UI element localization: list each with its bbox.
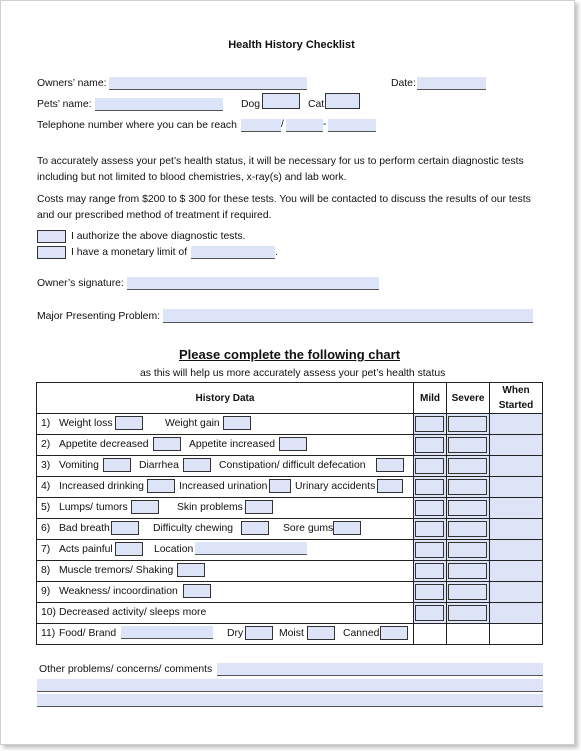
history-data-header: History Data [37,383,414,414]
row-number: 10) [41,607,57,618]
history-cell [37,477,414,498]
monetary-limit-period: . [275,247,278,258]
table-row [37,435,543,456]
row-label-diarrhea: Diarrhea [139,460,179,471]
table-row [37,414,543,435]
row-label-appetite-increased: Appetite increased [189,439,276,450]
severe-cell[interactable] [447,582,490,603]
consent-paragraph-1-line-2: including but not limited to blood chemistries, x-ray(s) and lab work. [37,172,347,183]
skin-problems-checkbox[interactable] [245,500,273,514]
urinary-accidents-checkbox[interactable] [377,479,403,493]
cat-checkbox[interactable] [325,93,360,109]
table-row [37,603,543,624]
mild-header: Mild [414,383,447,414]
difficulty-chewing-checkbox[interactable] [241,521,269,535]
major-problem-field[interactable] [163,309,533,323]
when-started-header [490,383,543,414]
row-label-increased-drinking: Increased drinking [59,481,144,492]
when-started-header-line-2: Started [498,400,534,411]
when-started-cell[interactable] [490,477,543,498]
history-cell [37,603,414,624]
history-cell [37,561,414,582]
row-label-location: Location [154,544,194,555]
vomiting-checkbox[interactable] [103,458,131,472]
authorize-checkbox[interactable] [37,230,66,243]
row-number: 4) [41,481,51,492]
when-started-cell[interactable] [490,498,543,519]
constipation-checkbox[interactable] [376,458,404,472]
row-label-bad-breath: Bad breath [59,523,110,534]
other-problems-field-line-3[interactable] [37,694,543,707]
when-started-cell[interactable] [490,414,543,435]
signature-field[interactable] [127,277,379,290]
increased-drinking-checkbox[interactable] [147,479,175,493]
severe-header: Severe [447,383,490,414]
date-label: Date: [391,78,416,89]
row-number: 1) [41,418,51,429]
consent-paragraph-2-line-2: and our prescribed method of treatment if required. [37,210,272,221]
history-cell [37,519,414,540]
table-row [37,561,543,582]
monetary-limit-label: I have a monetary limit of [71,247,188,258]
other-problems-field-line-1[interactable] [217,663,543,676]
row-label-weight-gain: Weight gain [165,418,220,429]
page-title: Health History Checklist [228,39,355,51]
row-label-acts-painful: Acts painful [59,544,113,555]
row-label-canned: Canned [343,628,380,639]
history-cell [37,540,414,561]
severe-cell[interactable] [447,414,490,435]
table-row [37,540,543,561]
when-started-cell[interactable] [490,540,543,561]
pets-name-label: Pets’ name: [37,99,92,110]
cat-label: Cat [308,99,325,110]
table-row [37,519,543,540]
location-field[interactable] [195,542,307,555]
canned-checkbox[interactable] [380,626,408,640]
telephone-separator-dash: - [323,119,327,130]
mild-cell[interactable] [414,561,447,582]
telephone-label: Telephone number where you can be reach [37,120,237,131]
row-label-food-brand: Food/ Brand [59,628,117,639]
mild-cell[interactable] [414,540,447,561]
history-table [36,382,543,645]
owners-name-field[interactable] [109,77,307,90]
severe-cell[interactable] [447,456,490,477]
when-started-cell[interactable] [490,561,543,582]
row-number: 7) [41,544,51,555]
other-problems-label: Other problems/ concerns/ comments [39,664,213,675]
weight-loss-checkbox[interactable] [115,416,143,430]
when-started-cell[interactable] [490,582,543,603]
table-row [37,498,543,519]
when-started-cell[interactable] [490,456,543,477]
severe-cell[interactable] [447,435,490,456]
row-label-urinary-accidents: Urinary accidents [295,481,376,492]
row-label-appetite-decreased: Appetite decreased [59,439,149,450]
dry-checkbox[interactable] [245,626,273,640]
table-row [37,582,543,603]
row-number: 5) [41,502,51,513]
mild-cell[interactable] [414,603,447,624]
row-label-skin-problems: Skin problems [177,502,243,513]
consent-paragraph-1-line-1: To accurately assess your pet’s health status, it will be necessary for us to perform certain diagnostic tests [37,156,524,167]
mild-cell[interactable] [414,624,447,645]
table-row [37,477,543,498]
row-number: 11) [41,628,56,639]
severe-cell[interactable] [447,477,490,498]
history-cell [37,582,414,603]
row-label-moist: Moist [279,628,304,639]
mild-cell[interactable] [414,519,447,540]
other-problems-field-line-2[interactable] [37,679,543,692]
row-number: 6) [41,523,51,534]
weight-gain-checkbox[interactable] [223,416,251,430]
lumps-tumors-checkbox[interactable] [131,500,159,514]
chart-subtitle: as this will help us more accurately assess your pet’s health status [140,368,446,379]
severe-cell[interactable] [447,624,490,645]
table-row [37,624,543,645]
row-label-weight-loss: Weight loss [59,418,113,429]
authorize-label: I authorize the above diagnostic tests. [71,231,246,242]
owners-name-label: Owners’ name: [37,78,107,89]
row-label-difficulty-chewing: Difficulty chewing [153,523,234,534]
when-started-cell[interactable] [490,435,543,456]
appetite-decreased-checkbox[interactable] [153,437,181,451]
severe-cell[interactable] [447,540,490,561]
diarrhea-checkbox[interactable] [183,458,211,472]
sore-gums-checkbox[interactable] [333,521,361,535]
row-label-dry: Dry [227,628,244,639]
row-number: 3) [41,460,51,471]
moist-checkbox[interactable] [307,626,335,640]
row-label-lumps-tumors: Lumps/ tumors [59,502,128,513]
monetary-limit-field[interactable] [191,246,275,259]
row-label-constipation: Constipation/ difficult defecation [219,460,366,471]
telephone-prefix-field[interactable] [286,119,323,132]
appetite-increased-checkbox[interactable] [279,437,307,451]
telephone-area-field[interactable] [241,119,281,132]
telephone-line-field[interactable] [328,119,376,132]
dog-label: Dog [241,99,261,110]
date-field[interactable] [417,77,486,90]
mild-cell[interactable] [414,435,447,456]
dog-checkbox[interactable] [262,93,300,109]
history-cell [37,456,414,477]
chart-title: Please complete the following chart [179,347,401,362]
acts-painful-checkbox[interactable] [115,542,143,556]
row-label-decreased-activity: Decreased activity/ sleeps more [59,607,207,618]
when-started-cell[interactable] [490,603,543,624]
history-cell [37,498,414,519]
when-started-header-line-1: When [502,385,530,396]
row-number: 8) [41,565,51,576]
row-number: 9) [41,586,51,597]
history-cell [37,624,414,645]
mild-cell[interactable] [414,456,447,477]
severe-cell[interactable] [447,498,490,519]
severe-cell[interactable] [447,561,490,582]
mild-cell[interactable] [414,414,447,435]
monetary-limit-checkbox[interactable] [37,246,66,259]
mild-cell[interactable] [414,498,447,519]
severe-cell[interactable] [447,519,490,540]
row-label-muscle-tremors: Muscle tremors/ Shaking [59,565,174,576]
history-cell [37,435,414,456]
history-table-header-row [37,383,543,414]
increased-urination-checkbox[interactable] [269,479,291,493]
row-label-increased-urination: Increased urination [179,481,268,492]
row-label-vomiting: Vomiting [59,460,99,471]
table-row [37,456,543,477]
severe-cell[interactable] [447,603,490,624]
row-label-sore-gums: Sore gums [283,523,334,534]
food-brand-field[interactable] [121,626,213,639]
signature-label: Owner’s signature: [37,278,124,289]
consent-paragraph-2-line-1: Costs may range from $200 to $ 300 for these tests. You will be contacted to discuss the results of our tests [37,194,531,205]
telephone-separator-slash: / [281,119,284,130]
bad-breath-checkbox[interactable] [111,521,139,535]
pets-name-field[interactable] [95,98,223,111]
weakness-checkbox[interactable] [183,584,211,598]
when-started-cell[interactable] [490,519,543,540]
row-number: 2) [41,439,51,450]
row-label-weakness: Weakness/ incoordination [59,586,178,597]
when-started-cell[interactable] [490,624,543,645]
muscle-tremors-checkbox[interactable] [177,563,205,577]
history-cell [37,414,414,435]
mild-cell[interactable] [414,582,447,603]
mild-cell[interactable] [414,477,447,498]
major-problem-label: Major Presenting Problem: [37,311,161,322]
